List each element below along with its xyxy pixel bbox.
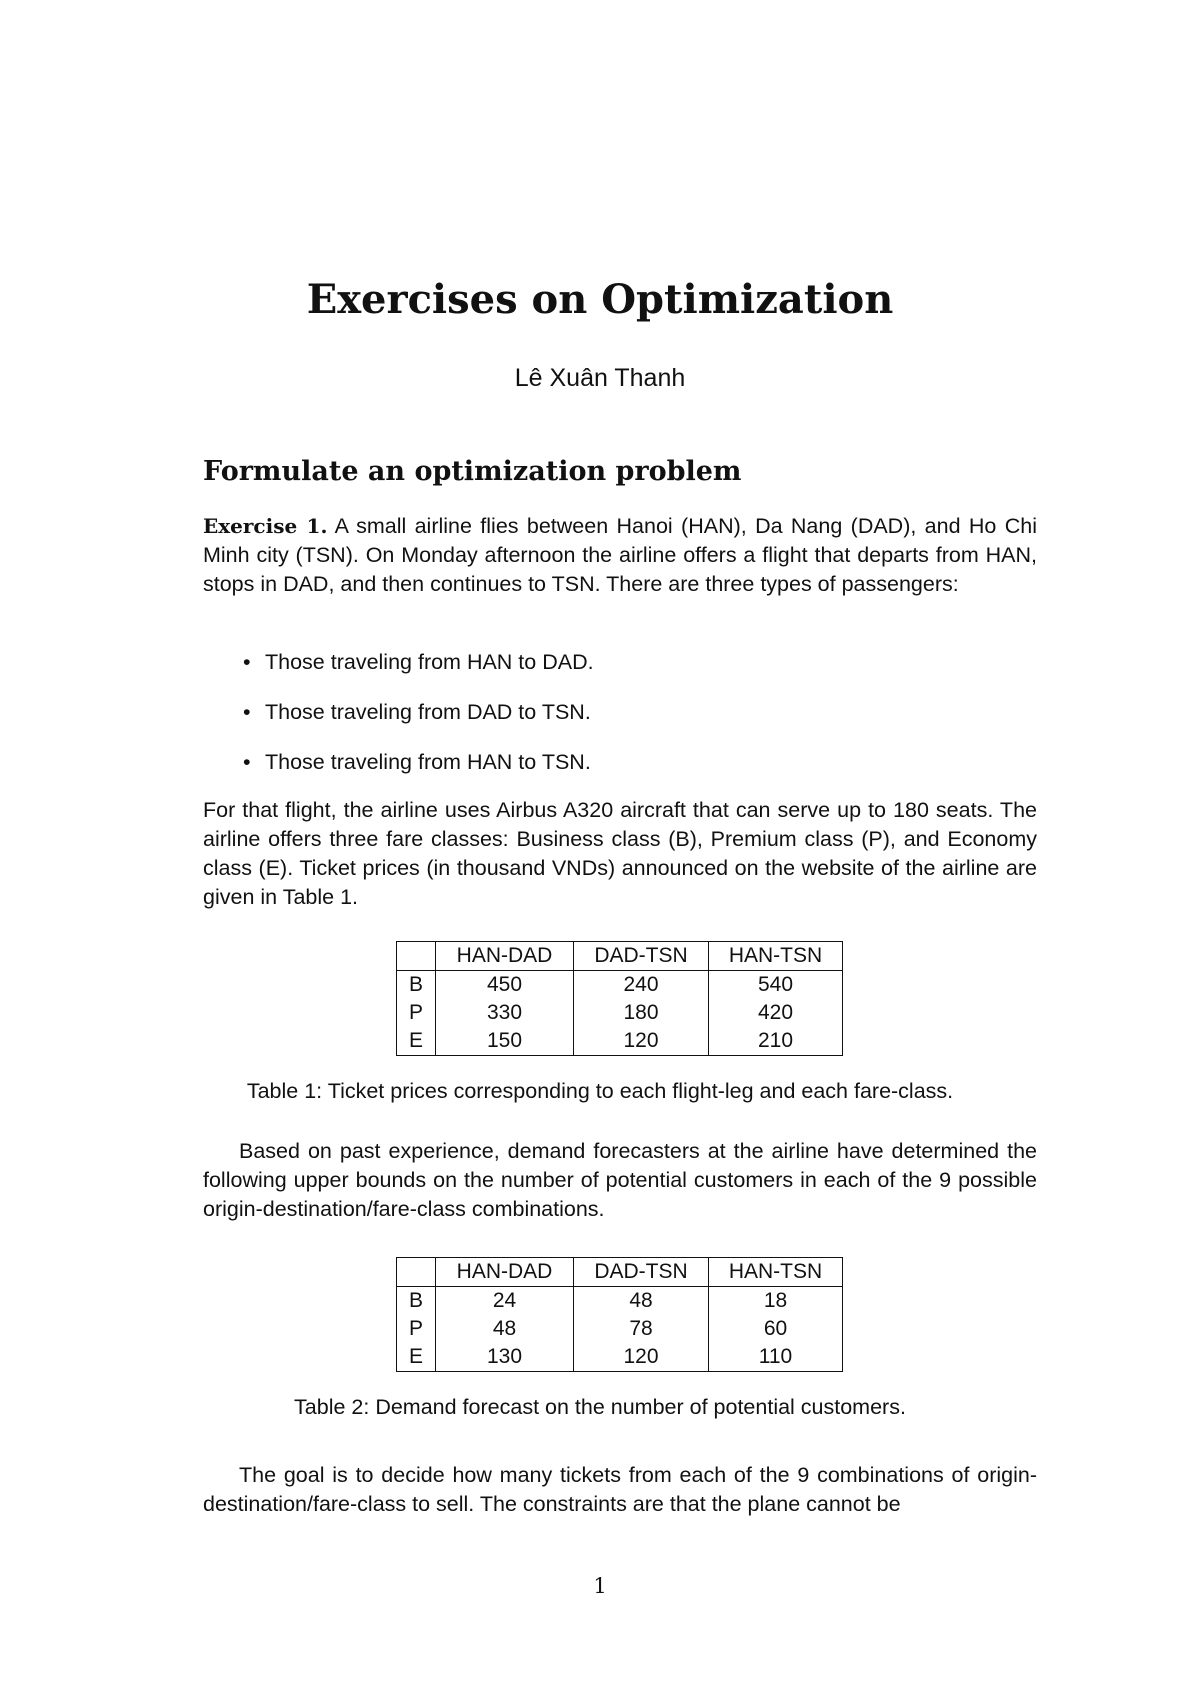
- exercise-intro-text: A small airline flies between Hanoi (HAN), Da Nang (DAD), and Ho Chi Minh city (TSN). On Monday afternoon the airline offers a flight that departs from HAN, stops in DAD, and then continues to TSN. There are three types of passengers:: [203, 514, 1037, 596]
- table-cell: 330: [436, 999, 574, 1027]
- demand-forecast-table: [396, 1257, 843, 1372]
- table-cell: 24: [436, 1287, 574, 1316]
- table-cell: B: [397, 971, 436, 1000]
- table-cell: 60: [709, 1315, 843, 1343]
- table-cell: 48: [574, 1287, 709, 1316]
- table-cell: 78: [574, 1315, 709, 1343]
- table-header-cell: [397, 942, 436, 971]
- table-cell: 420: [709, 999, 843, 1027]
- table2-caption: Table 2: Demand forecast on the number of potential customers.: [294, 1395, 906, 1419]
- ticket-prices-table: [396, 941, 843, 1056]
- table-header-cell: HAN-TSN: [709, 1258, 843, 1287]
- table-cell: 540: [709, 971, 843, 1000]
- goal-paragraph: The goal is to decide how many tickets from each of the 9 combinations of origin-destination/fare-class to sell. The constraints are that the plane cannot be: [203, 1463, 1037, 1516]
- table-cell: 120: [574, 1027, 709, 1056]
- table-header-cell: DAD-TSN: [574, 942, 709, 971]
- table-row: [397, 1315, 843, 1343]
- table-header-cell: DAD-TSN: [574, 1258, 709, 1287]
- passenger-types-list: [203, 648, 1037, 798]
- table-header-cell: [397, 1258, 436, 1287]
- section-heading: Formulate an optimization problem: [203, 456, 742, 487]
- table-cell: 130: [436, 1343, 574, 1372]
- table-cell: 18: [709, 1287, 843, 1316]
- table-cell: 48: [436, 1315, 574, 1343]
- table-header-row: [397, 1258, 843, 1287]
- table-header-cell: HAN-DAD: [436, 1258, 574, 1287]
- table-cell: E: [397, 1343, 436, 1372]
- table-row: [397, 1287, 843, 1316]
- table-header-row: [397, 942, 843, 971]
- table-cell: P: [397, 999, 436, 1027]
- table-cell: B: [397, 1287, 436, 1316]
- exercise-label: Exercise 1.: [203, 514, 328, 538]
- table-cell: 110: [709, 1343, 843, 1372]
- demand-forecast-paragraph: Based on past experience, demand forecasters at the airline have determined the following upper bounds on the number of potential customers in each of the 9 possible origin-destination/fare-class combinations.: [203, 1139, 1037, 1221]
- table-cell: 210: [709, 1027, 843, 1056]
- table-row: [397, 999, 843, 1027]
- list-item: • Those traveling from HAN to DAD.: [203, 648, 1037, 698]
- table-header-cell: HAN-DAD: [436, 942, 574, 971]
- table-row: [397, 1027, 843, 1056]
- table-row: [397, 971, 843, 1000]
- list-item: • Those traveling from DAD to TSN.: [203, 698, 1037, 748]
- table-row: [397, 1343, 843, 1372]
- list-item: • Those traveling from HAN to TSN.: [203, 748, 1037, 798]
- author-name: Lê Xuân Thanh: [514, 364, 686, 392]
- aircraft-fare-paragraph: For that flight, the airline uses Airbus A320 aircraft that can serve up to 180 seats. The airline offers three fare classes: Business class (B), Premium class (P), and Economy class (E). Ticket prices (in thousand VNDs) announced on the website of the airline are given in Table 1.: [203, 798, 1037, 909]
- table-cell: 450: [436, 971, 574, 1000]
- table-cell: 180: [574, 999, 709, 1027]
- table-cell: 150: [436, 1027, 574, 1056]
- exercise-intro-paragraph: [203, 512, 1037, 599]
- table-cell: E: [397, 1027, 436, 1056]
- document-title: Exercises on Optimization: [306, 276, 894, 323]
- table-cell: 240: [574, 971, 709, 1000]
- table-header-cell: HAN-TSN: [709, 942, 843, 971]
- table-cell: 120: [574, 1343, 709, 1372]
- page-number: 1: [593, 1574, 607, 1598]
- table1-caption: Table 1: Ticket prices corresponding to each flight-leg and each fare-class.: [246, 1079, 954, 1103]
- table-cell: P: [397, 1315, 436, 1343]
